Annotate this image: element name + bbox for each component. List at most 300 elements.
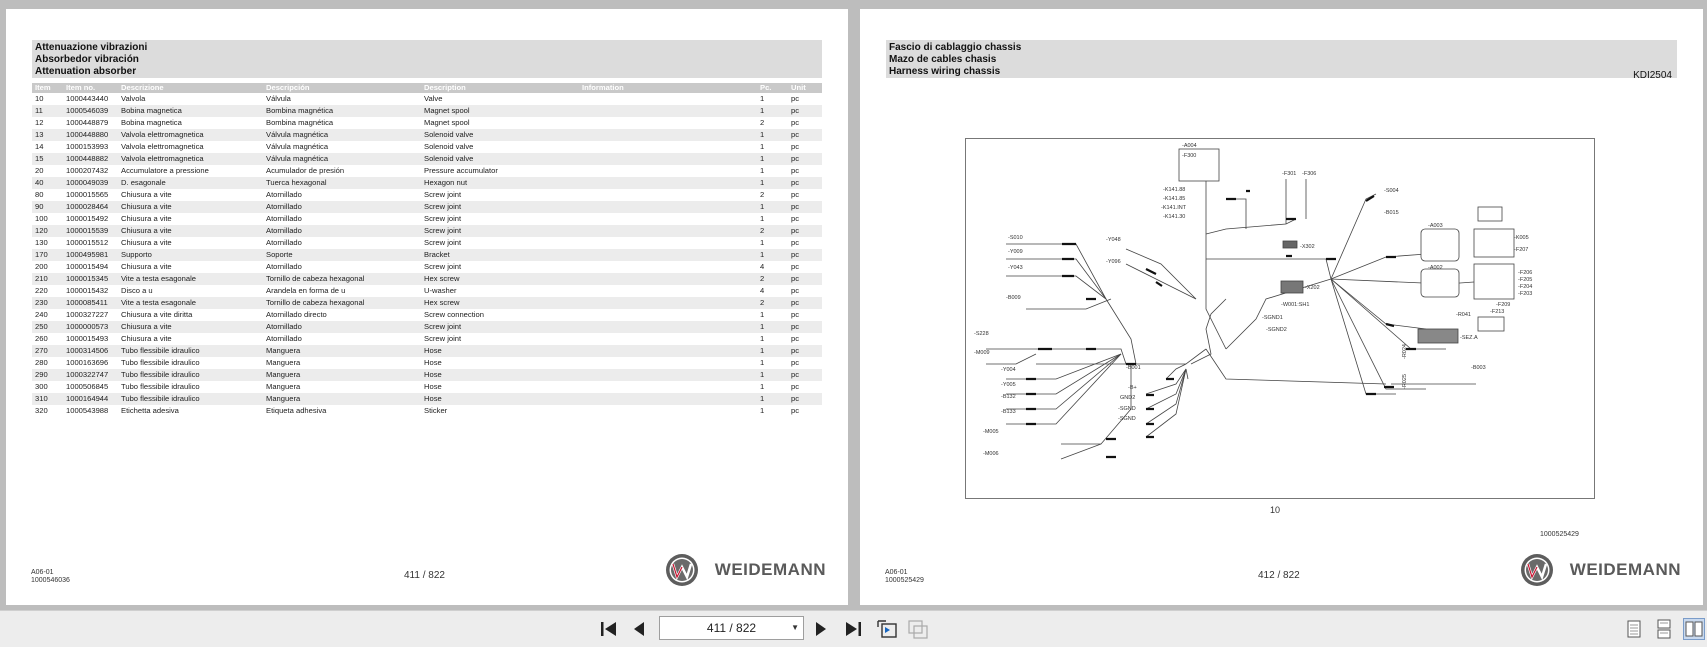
cell-description: Screw joint	[424, 262, 462, 271]
cell-item-no: 1000000573	[63, 321, 118, 333]
cell-unit: pc	[788, 153, 822, 165]
cell-unit: pc	[791, 286, 800, 295]
cell-description: Screw joint	[424, 214, 462, 223]
cell-description: Hose	[421, 393, 579, 405]
cell-pc: 1	[757, 105, 788, 117]
cell-descripcion: Manguera	[266, 382, 301, 391]
cell-descrizione: Tubo flessibile idraulico	[118, 369, 263, 381]
cell-pc: 1	[757, 177, 788, 189]
cell-item-no: 1000015512	[66, 238, 109, 247]
chevron-down-icon[interactable]: ▼	[791, 623, 799, 632]
table-row	[32, 285, 822, 297]
cell-pc: 2	[757, 273, 788, 285]
cell-item: 120	[32, 225, 63, 237]
cell-unit: pc	[791, 142, 800, 151]
weidemann-logo	[1520, 553, 1681, 587]
next-page-button[interactable]	[810, 618, 832, 640]
cell-item: 90	[32, 201, 63, 213]
cell-description: Bracket	[421, 249, 579, 261]
cell-unit: pc	[791, 166, 800, 175]
cell-descrizione: Vite a testa esagonale	[118, 273, 263, 285]
last-page-icon	[844, 621, 862, 637]
lbl-x302: -X302	[1300, 244, 1315, 250]
lbl-m009: -M009	[974, 350, 990, 356]
page-number: 411 / 822	[404, 570, 445, 581]
cell-descrizione: Chiusura a vite	[118, 225, 263, 237]
cell-item-no: 1000443440	[66, 94, 109, 103]
cell-item: 260	[35, 334, 48, 343]
cell-pc: 1	[760, 166, 765, 175]
lbl-s010: -S010	[1008, 235, 1023, 241]
last-page-button[interactable]	[842, 618, 864, 640]
cell-item-no: 1000495981	[63, 249, 118, 261]
table-row	[32, 93, 822, 105]
cell-information	[579, 333, 757, 345]
cell-item: 300	[35, 382, 48, 391]
cell-descripcion: Manguera	[263, 345, 421, 357]
go-forward-button[interactable]	[907, 618, 929, 640]
cell-pc: 1	[757, 129, 788, 141]
cell-descrizione: Tubo flessibile idraulico	[118, 345, 263, 357]
cell-unit: pc	[791, 262, 800, 271]
cell-descripcion: Manguera	[263, 369, 421, 381]
continuous-view-button[interactable]	[1653, 618, 1675, 640]
cell-item-no: 1000163696	[66, 358, 109, 367]
cell-item-no: 1000327227	[66, 310, 109, 319]
cell-pc: 1	[757, 321, 788, 333]
cell-descripcion: Manguera	[263, 393, 421, 405]
title-spanish: Mazo de cables chasis	[889, 54, 997, 65]
cell-information	[579, 225, 757, 237]
cell-information	[579, 309, 757, 321]
weidemann-logo	[665, 553, 826, 587]
page-indicator: 411 / 822	[706, 621, 757, 635]
table-row	[32, 225, 822, 237]
cell-description: Hex screw	[421, 297, 579, 309]
cell-unit: pc	[791, 382, 800, 391]
cell-descripcion: Manguera	[266, 358, 301, 367]
cell-pc: 1	[757, 345, 788, 357]
lbl-y048: -Y048	[1106, 237, 1121, 243]
cell-unit: pc	[791, 214, 800, 223]
cell-item-no: 1000153993	[66, 142, 109, 151]
lbl-bplus: -B+	[1128, 385, 1137, 391]
title-english: Attenuation absorber	[35, 66, 137, 77]
lbl-y004: -Y004	[1001, 367, 1016, 373]
cell-unit: pc	[791, 334, 800, 343]
cell-pc: 2	[757, 297, 788, 309]
cell-description: Hose	[424, 382, 442, 391]
lbl-r025: -R025	[1402, 374, 1408, 389]
cell-descrizione: Bobina magnetica	[118, 105, 263, 117]
cell-item-no: 1000015565	[66, 190, 109, 199]
cell-descrizione: Valvola elettromagnetica	[118, 129, 263, 141]
cell-unit: pc	[788, 393, 822, 405]
lbl-b132: -B132	[1001, 394, 1016, 400]
table-row	[32, 333, 822, 345]
lbl-f205: -F205	[1518, 277, 1533, 283]
cell-descripcion: Arandela en forma de u	[266, 286, 346, 295]
cell-descripcion: Atornillado	[266, 214, 302, 223]
cell-unit: pc	[791, 310, 800, 319]
lbl-y005: -Y005	[1001, 382, 1016, 388]
sheet-number: 10	[1270, 505, 1281, 515]
cell-descrizione: Chiusura a vite	[118, 201, 263, 213]
lbl-k141-int: -K141.INT	[1161, 205, 1187, 211]
model-code: KDI2504	[1633, 70, 1672, 81]
previous-page-icon	[632, 621, 646, 637]
cell-information	[579, 141, 757, 153]
cell-descrizione: Chiusura a vite	[121, 262, 172, 271]
cell-descrizione: Vite a testa esagonale	[118, 297, 263, 309]
title-italian: Attenuazione vibrazioni	[35, 42, 148, 53]
cell-item-no: 1000546039	[63, 105, 118, 117]
cell-descrizione: Chiusura a vite	[121, 238, 172, 247]
table-row	[32, 165, 822, 177]
table-row	[32, 321, 822, 333]
cell-item-no: 1000448880	[63, 129, 118, 141]
cell-pc: 1	[760, 406, 765, 415]
col-pc: Pc.	[757, 83, 788, 93]
cell-descripcion: Bombina magnética	[266, 118, 334, 127]
left-page	[6, 9, 848, 605]
cell-information	[579, 105, 757, 117]
first-page-icon	[600, 621, 618, 637]
cell-item: 13	[32, 129, 63, 141]
wiring-diagram	[965, 138, 1595, 499]
brand-name: WEIDEMANN	[714, 560, 826, 579]
table-row	[32, 213, 822, 225]
lbl-gnd2: GND2	[1120, 395, 1136, 401]
cell-descrizione: Chiusura a vite	[121, 334, 172, 343]
table-row	[32, 405, 822, 417]
lbl-k141-88: -K141.88	[1163, 187, 1186, 193]
table-row	[32, 141, 822, 153]
lbl-f213: -F213	[1490, 309, 1505, 315]
cell-descripcion: Bombina magnética	[263, 105, 421, 117]
cell-item-no: 1000448882	[63, 153, 118, 165]
cell-unit: pc	[791, 190, 800, 199]
page-number-input[interactable]	[659, 616, 804, 640]
cell-descrizione: Accumulatore a pressione	[121, 166, 209, 175]
cell-information	[579, 321, 757, 333]
cell-pc: 1	[760, 238, 765, 247]
title-italian: Fascio di cablaggio chassis	[889, 42, 1022, 53]
cell-information	[579, 153, 757, 165]
cell-descrizione: Bobina magnetica	[121, 118, 182, 127]
brand-name: WEIDEMANN	[1569, 560, 1681, 579]
lbl-r024: -R024	[1402, 344, 1408, 359]
cell-item: 240	[35, 310, 48, 319]
cell-information	[579, 381, 757, 393]
cell-description: Solenoid valve	[421, 153, 579, 165]
page-number: 412 / 822	[1258, 570, 1300, 581]
lbl-m005: -M005	[983, 429, 999, 435]
cell-descripcion: Atornillado directo	[266, 310, 327, 319]
cell-description: Hex screw	[421, 273, 579, 285]
lbl-b015: -B015	[1384, 210, 1399, 216]
lbl-f204: -F204	[1518, 284, 1533, 290]
table-row	[32, 237, 822, 249]
table-row	[32, 189, 822, 201]
two-page-view-button[interactable]	[1683, 618, 1705, 640]
table-row	[32, 129, 822, 141]
cell-description: Screw joint	[421, 201, 579, 213]
lbl-k005: -K005	[1514, 235, 1529, 241]
cell-item: 130	[35, 238, 48, 247]
cell-pc: 1	[760, 334, 765, 343]
lbl-s004: -S004	[1384, 188, 1399, 194]
table-row	[32, 297, 822, 309]
table-row	[32, 309, 822, 321]
cell-information	[579, 393, 757, 405]
cell-unit: pc	[788, 273, 822, 285]
cell-pc: 4	[760, 262, 765, 271]
cell-item-no: 1000015492	[66, 214, 109, 223]
continuous-page-icon	[1656, 619, 1672, 639]
lbl-a004: -A004	[1182, 143, 1197, 149]
cell-descripcion: Tuerca hexagonal	[263, 177, 421, 189]
previous-page-button[interactable]	[628, 618, 650, 640]
cell-information	[579, 261, 757, 273]
cell-unit: pc	[788, 177, 822, 189]
table-row	[32, 153, 822, 165]
cell-unit: pc	[791, 118, 800, 127]
right-footer-codes	[885, 569, 924, 585]
cell-description: Screw joint	[421, 225, 579, 237]
cell-item-no: 1000049039	[63, 177, 118, 189]
lbl-f306: -F306	[1302, 171, 1317, 177]
cell-item: 15	[32, 153, 63, 165]
weidemann-emblem-icon	[1520, 553, 1554, 587]
cell-item: 20	[35, 166, 44, 175]
cell-descrizione: Chiusura a vite diritta	[121, 310, 193, 319]
footer-docno: 1000546036	[31, 577, 70, 584]
cell-item-no: 1000085411	[63, 297, 118, 309]
cell-pc: 1	[757, 249, 788, 261]
cell-information	[579, 189, 757, 201]
diagram-header	[886, 40, 1677, 81]
lbl-f203: -F203	[1518, 291, 1533, 297]
cell-descripcion: Válvula magnética	[266, 142, 329, 151]
parts-list-header	[32, 40, 822, 78]
lbl-y009: -Y009	[1008, 249, 1023, 255]
table-row	[32, 381, 822, 393]
cell-information	[579, 117, 757, 129]
cell-item-no: 1000028464	[63, 201, 118, 213]
cell-item: 230	[32, 297, 63, 309]
cell-description: Magnet spool	[424, 118, 470, 127]
cell-unit: pc	[788, 369, 822, 381]
cell-item: 12	[35, 118, 44, 127]
cell-item-no: 1000543988	[66, 406, 109, 415]
cell-descrizione: Etichetta adesiva	[121, 406, 179, 415]
cell-descrizione: Tubo flessibile idraulico	[121, 358, 200, 367]
cell-descripcion: Atornillado	[266, 190, 302, 199]
cell-item-no: 1000322747	[63, 369, 118, 381]
lbl-r041: -R041	[1456, 312, 1471, 318]
cell-item: 310	[32, 393, 63, 405]
cell-information	[579, 177, 757, 189]
two-page-icon	[1685, 620, 1703, 638]
cell-descripcion: Atornillado	[263, 225, 421, 237]
go-forward-icon	[907, 619, 929, 639]
cell-unit: pc	[788, 345, 822, 357]
go-back-icon	[876, 619, 898, 639]
table-row	[32, 105, 822, 117]
cell-descrizione: Tubo flessibile idraulico	[121, 382, 200, 391]
cell-descrizione: Chiusura a vite	[118, 321, 263, 333]
title-english: Harness wiring chassis	[889, 66, 1001, 77]
col-item: Item	[32, 83, 63, 93]
table-row	[32, 345, 822, 357]
cell-description: U-washer	[424, 286, 457, 295]
cell-descripcion: Válvula	[266, 94, 291, 103]
cell-item: 40	[32, 177, 63, 189]
cell-unit: pc	[791, 406, 800, 415]
first-page-button[interactable]	[598, 618, 620, 640]
col-unit: Unit	[788, 83, 822, 93]
cell-item: 170	[32, 249, 63, 261]
cell-item: 100	[35, 214, 48, 223]
cell-item: 11	[32, 105, 63, 117]
cell-unit: pc	[788, 249, 822, 261]
cell-descrizione: Supporto	[118, 249, 263, 261]
cell-pc: 4	[760, 286, 765, 295]
lbl-s228: -S228	[974, 331, 989, 337]
cell-descrizione: Chiusura a vite	[121, 190, 172, 199]
table-row	[32, 393, 822, 405]
table-row	[32, 117, 822, 129]
lbl-x202: -X202	[1305, 285, 1320, 291]
cell-item: 10	[35, 94, 44, 103]
single-page-icon	[1626, 619, 1642, 639]
cell-information	[579, 357, 757, 369]
cell-unit: pc	[791, 94, 800, 103]
cell-pc: 1	[757, 393, 788, 405]
cell-pc: 1	[760, 142, 765, 151]
lbl-y096: -Y096	[1106, 259, 1121, 265]
cell-information	[579, 165, 757, 177]
col-item-no: Item no.	[63, 83, 118, 93]
title-spanish: Absorbedor vibración	[35, 54, 139, 65]
cell-unit: pc	[788, 129, 822, 141]
cell-unit: pc	[788, 201, 822, 213]
lbl-seza: -SEZ.A	[1460, 335, 1478, 341]
cell-description: Hose	[421, 345, 579, 357]
lbl-sgnd1: -SGND1	[1262, 315, 1283, 321]
lbl-k141-30: -K141.30	[1163, 214, 1186, 220]
weidemann-emblem-icon	[665, 553, 699, 587]
cell-item-no: 1000506845	[66, 382, 109, 391]
cell-information	[579, 297, 757, 309]
cell-information	[579, 285, 757, 297]
cell-pc: 1	[760, 94, 765, 103]
cell-descripcion: Válvula magnética	[263, 129, 421, 141]
table-row	[32, 249, 822, 261]
lbl-a003: -A003	[1428, 223, 1443, 229]
cell-item-no: 1000448879	[66, 118, 109, 127]
cell-information	[579, 369, 757, 381]
cell-descrizione: Valvola elettromagnetica	[118, 153, 263, 165]
wiring-diagram-svg	[966, 139, 1594, 498]
cell-description: Solenoid valve	[421, 129, 579, 141]
table-row	[32, 177, 822, 189]
cell-description: Sticker	[424, 406, 448, 415]
lbl-a002: -A002	[1428, 265, 1443, 271]
cell-descrizione: D. esagonale	[118, 177, 263, 189]
lbl-f209: -F209	[1496, 302, 1511, 308]
cell-descripcion: Atornillado	[266, 238, 302, 247]
cell-descripcion: Atornillado	[263, 201, 421, 213]
lbl-f206: -F206	[1518, 270, 1533, 276]
cell-descripcion: Acumulador de presión	[266, 166, 345, 175]
cell-descrizione: Valvola elettromagnetica	[121, 142, 204, 151]
cell-information	[579, 273, 757, 285]
cell-item: 200	[35, 262, 48, 271]
go-back-button[interactable]	[876, 618, 898, 640]
footer-code: A06-01	[31, 569, 54, 576]
lbl-b133: -B133	[1001, 409, 1016, 415]
single-page-view-button[interactable]	[1623, 618, 1645, 640]
cell-descrizione: Chiusura a vite	[121, 214, 172, 223]
cell-descripcion: Tornillo de cabeza hexagonal	[263, 273, 421, 285]
table-row	[32, 261, 822, 273]
col-descripcion: Descripción	[263, 83, 421, 93]
table-row	[32, 357, 822, 369]
cell-item-no: 1000207432	[66, 166, 109, 175]
cell-unit: pc	[788, 105, 822, 117]
cell-information	[579, 405, 757, 417]
cell-item: 220	[35, 286, 48, 295]
cell-item: 280	[35, 358, 48, 367]
cell-pc: 1	[760, 214, 765, 223]
lbl-w001: -W001:SH1	[1281, 302, 1310, 308]
cell-unit: pc	[788, 225, 822, 237]
cell-information	[579, 93, 757, 105]
drawing-docno: 1000525429	[1540, 531, 1579, 538]
cell-description: Hose	[424, 358, 442, 367]
table-row	[32, 201, 822, 213]
col-description: Description	[421, 83, 579, 93]
left-footer-codes	[31, 569, 70, 585]
cell-pc: 1	[760, 358, 765, 367]
cell-pc: 1	[760, 310, 765, 319]
cell-unit: pc	[788, 321, 822, 333]
lbl-m006: -M006	[983, 451, 999, 457]
cell-information	[579, 201, 757, 213]
lbl-sgnd-a: -SGND	[1118, 406, 1136, 412]
cell-information	[579, 129, 757, 141]
cell-item: 210	[32, 273, 63, 285]
lbl-k141-85: -K141.85	[1163, 196, 1186, 202]
viewer-toolbar	[0, 610, 1707, 647]
cell-descrizione: Valvola	[121, 94, 146, 103]
cell-description: Solenoid valve	[424, 142, 474, 151]
cell-descripcion: Etiqueta adhesiva	[266, 406, 327, 415]
lbl-b001: -B001	[1126, 365, 1141, 371]
cell-description: Valve	[424, 94, 443, 103]
lbl-b009: -B009	[1006, 295, 1021, 301]
cell-item-no: 1000015539	[63, 225, 118, 237]
lbl-sgnd2: -SGND2	[1266, 327, 1287, 333]
table-row	[32, 273, 822, 285]
lbl-y043: -Y043	[1008, 265, 1023, 271]
cell-item: 290	[32, 369, 63, 381]
cell-pc: 2	[760, 190, 765, 199]
cell-item: 14	[35, 142, 44, 151]
lbl-f207: -F207	[1514, 247, 1529, 253]
